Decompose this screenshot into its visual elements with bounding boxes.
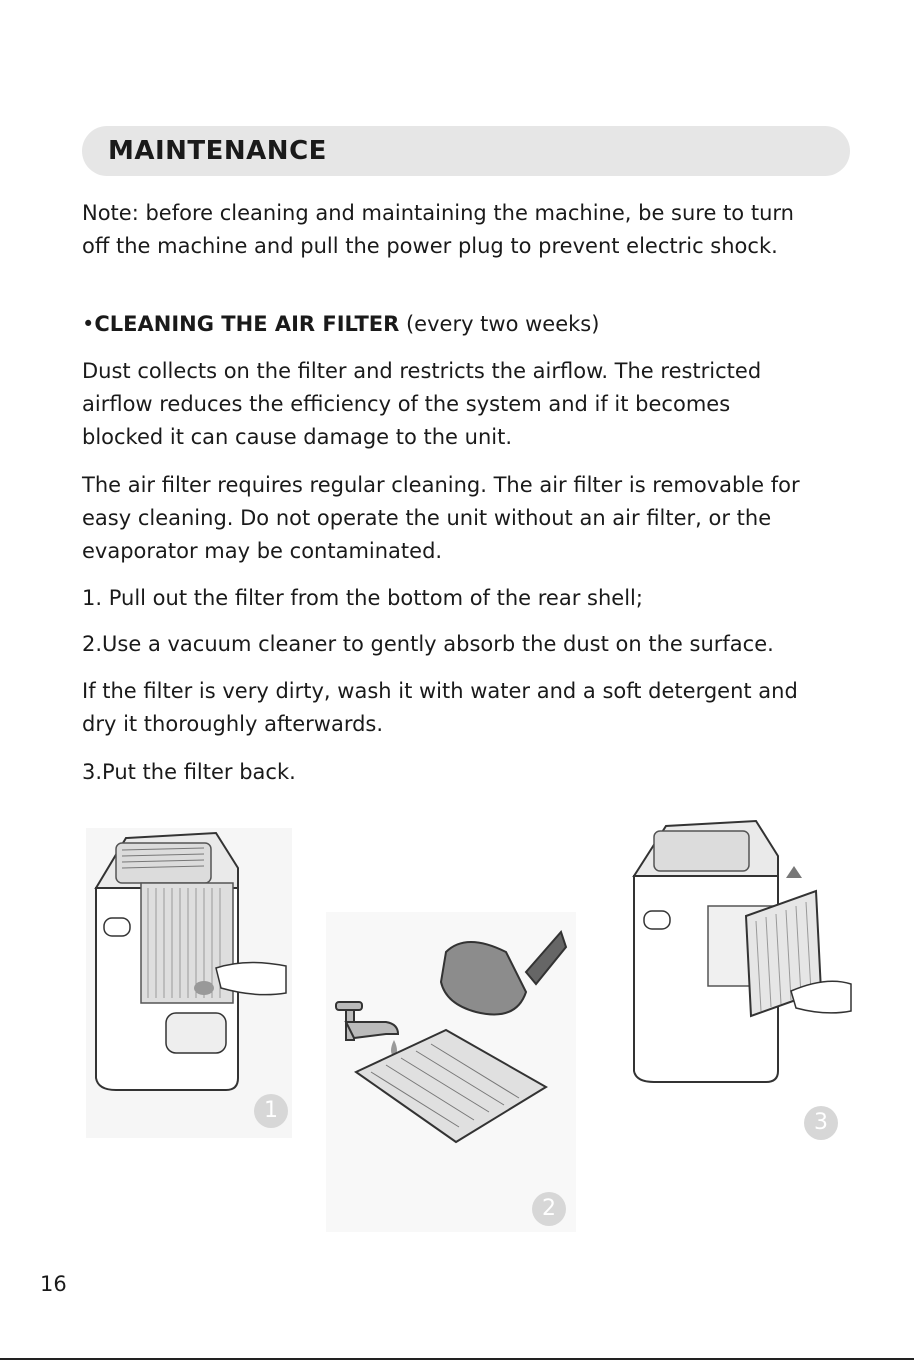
dehumidifier-icon	[86, 828, 292, 1138]
bottom-divider	[0, 1358, 914, 1360]
paragraph-line: Dust collects on the filter and restricts the airflow. The restricted	[82, 359, 762, 383]
safety-note	[82, 197, 862, 263]
paragraph-line: evaporator may be contaminated.	[82, 539, 443, 563]
note-line-1: Note: before cleaning and maintaining the machine, be sure to turn	[82, 201, 794, 225]
step-3: 3.Put the filter back.	[82, 760, 296, 784]
dehumidifier-icon	[626, 816, 854, 1140]
note-line-2: off the machine and pull the power plug to prevent electric shock.	[82, 234, 778, 258]
page-title: MAINTENANCE	[108, 136, 327, 166]
step-1: 1. Pull out the filter from the bottom of the rear shell;	[82, 586, 643, 610]
paragraph-line: blocked it can cause damage to the unit.	[82, 425, 513, 449]
illustration-remove-filter	[86, 828, 292, 1138]
paragraph-line: airflow reduces the efficiency of the system and if it becomes	[82, 392, 731, 416]
page-number: 16	[40, 1272, 67, 1296]
illustration-replace-filter	[626, 816, 854, 1140]
paragraph-line: The air filter requires regular cleaning. The air filter is removable for	[82, 473, 800, 497]
bullet: •	[82, 312, 95, 336]
section-title: CLEANING THE AIR FILTER	[94, 312, 400, 336]
step-badge-1: 1	[254, 1094, 288, 1128]
step-badge-2: 2	[532, 1192, 566, 1226]
vacuum-and-faucet-icon	[326, 912, 576, 1232]
section-frequency: (every two weeks)	[399, 312, 600, 336]
step-2-extra	[82, 675, 862, 741]
step-2: 2.Use a vacuum cleaner to gently absorb the dust on the surface.	[82, 632, 774, 656]
paragraph-filter	[82, 469, 862, 568]
illustration-clean-filter	[326, 912, 576, 1232]
step-badge-3: 3	[804, 1106, 838, 1140]
paragraph-line: If the filter is very dirty, wash it with water and a soft detergent and	[82, 679, 798, 703]
paragraph-dust	[82, 355, 862, 454]
paragraph-line: easy cleaning. Do not operate the unit without an air filter, or the	[82, 506, 772, 530]
paragraph-line: dry it thoroughly afterwards.	[82, 712, 384, 736]
section-heading	[82, 308, 862, 341]
section-header-bar	[82, 126, 850, 176]
